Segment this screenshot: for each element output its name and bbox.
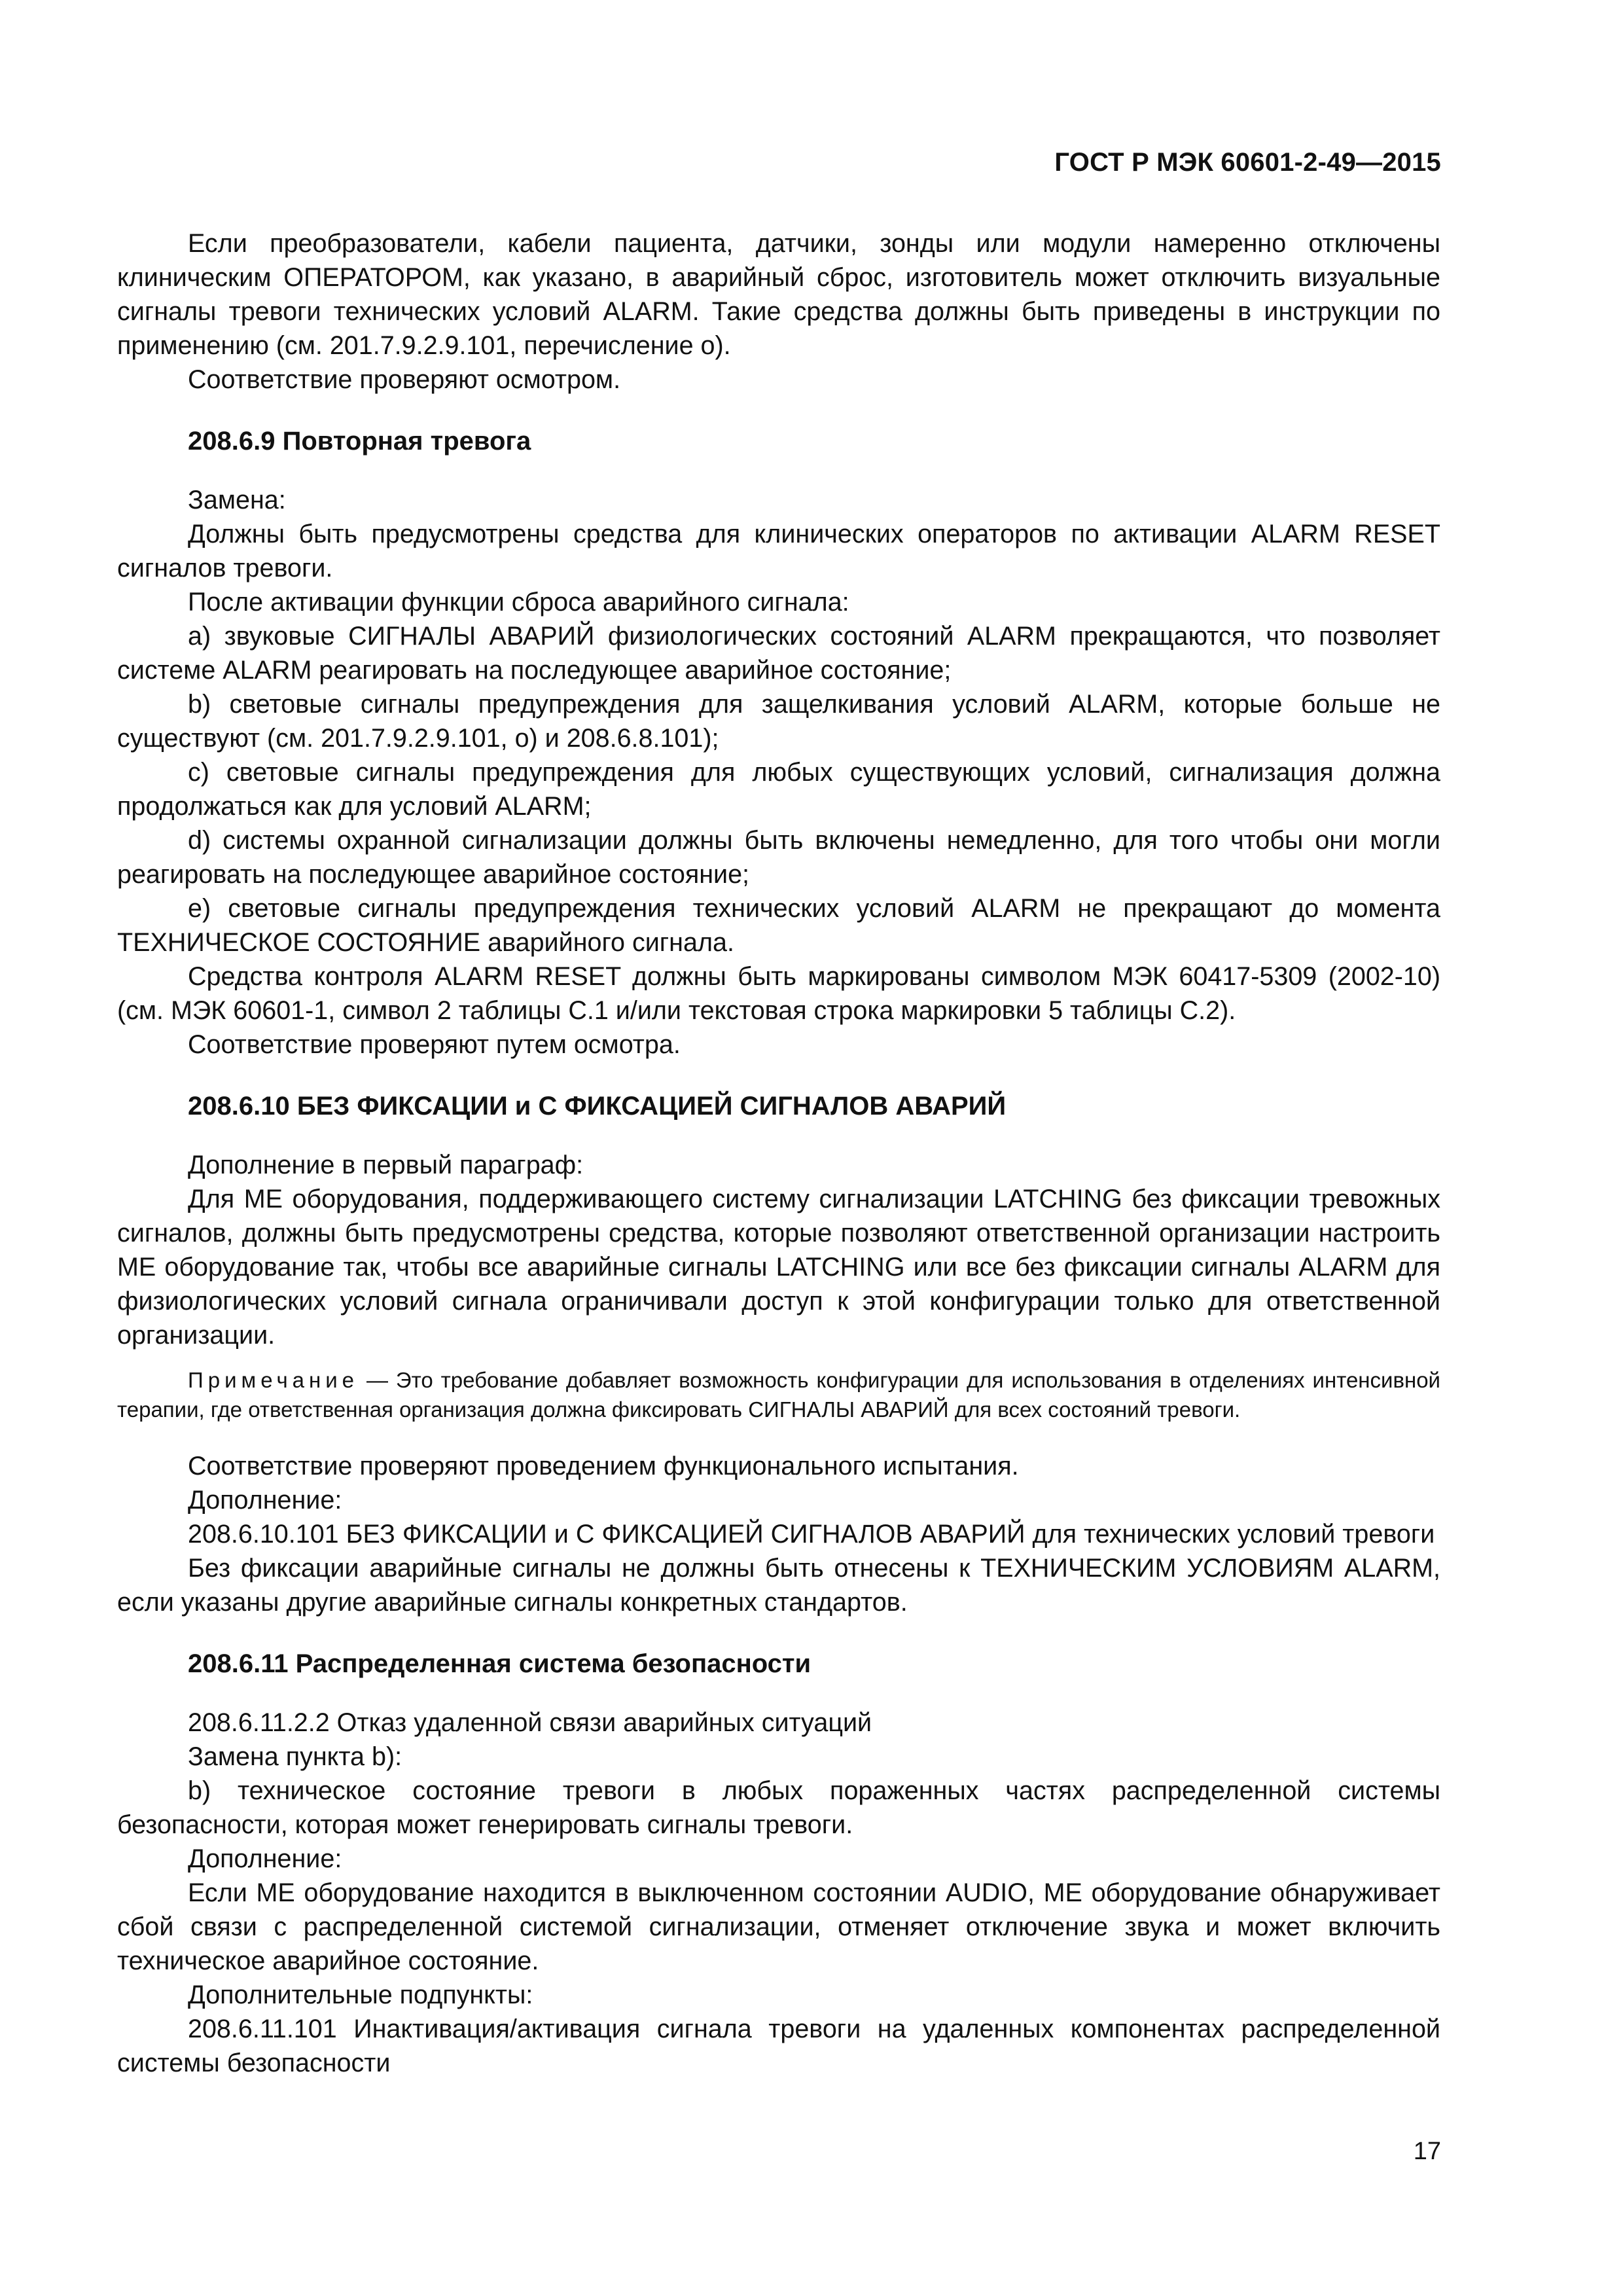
paragraph: Дополнительные подпункты: bbox=[188, 1981, 533, 2009]
list-item: с) световые сигналы предупреждения для любых существующих условий, сигнализация должна продолжаться как для условий ALARM; bbox=[117, 758, 1440, 821]
paragraph: Замена: bbox=[188, 486, 286, 514]
list-item: b) световые сигналы предупреждения для защелкивания условий ALARM, которые больше не существуют (см. 201.7.9.2.9.101, о) и 208.6.8.101); bbox=[117, 690, 1440, 753]
paragraph: Замена пункта b): bbox=[188, 1742, 402, 1771]
paragraph: 208.6.11.2.2 Отказ удаленной связи аварийных ситуаций bbox=[188, 1708, 872, 1737]
paragraph: Для МЕ оборудования, поддерживающего систему сигнализации LATCHING без фиксации тревожных сигналов, должны быть предусмотрены средства, которые позволяют ответственной организации настроить МЕ оборудование так, чтобы все аварийные сигналы LATCHING или все без фиксации сигналы ALARM для физиологических условий сигнала ограничивали доступ к этой конфигурации только для ответственной организации. bbox=[117, 1185, 1440, 1350]
paragraph: Дополнение: bbox=[188, 1844, 342, 1873]
paragraph: Соответствие проверяют путем осмотра. bbox=[188, 1030, 681, 1059]
paragraph: Средства контроля ALARM RESET должны быть маркированы символом МЭК 60417-5309 (2002-10) (см. МЭК 60601-1, символ 2 таблицы С.1 и/или текстовая строка маркировки 5 таблицы С.2). bbox=[117, 962, 1440, 1025]
document-code-header: ГОСТ Р МЭК 60601-2-49—2015 bbox=[1054, 148, 1441, 177]
list-item: d) системы охранной сигнализации должны быть включены немедленно, для того чтобы они могли реагировать на последующее аварийное состояние; bbox=[117, 826, 1440, 889]
paragraph: Дополнение: bbox=[188, 1486, 342, 1515]
list-item: е) световые сигналы предупреждения технических условий ALARM не прекращают до момента ТЕХНИЧЕСКОЕ СОСТОЯНИЕ аварийного сигнала. bbox=[117, 894, 1440, 957]
paragraph: b) техническое состояние тревоги в любых пораженных частях распределенной системы безопасности, которая может генерировать сигналы тревоги. bbox=[117, 1776, 1440, 1839]
paragraph: Без фиксации аварийные сигналы не должны быть отнесены к ТЕХНИЧЕСКИМ УСЛОВИЯМ ALARM, если указаны другие аварийные сигналы конкретных стандартов. bbox=[117, 1554, 1440, 1617]
intro-compliance: Соответствие проверяют осмотром. bbox=[188, 365, 621, 394]
note-label: Примечание bbox=[188, 1368, 359, 1392]
section-heading-distributed-system: 208.6.11 Распределенная система безопасности bbox=[188, 1649, 812, 1678]
paragraph: Если МЕ оборудование находится в выключенном состоянии AUDIO, МЕ оборудование обнаруживает сбой связи с распределенной системой сигнализации, отменяет отключение звука и может включить техническое аварийное состояние. bbox=[117, 1878, 1440, 1975]
note bbox=[117, 1365, 1440, 1424]
paragraph: Дополнение в первый параграф: bbox=[188, 1151, 584, 1179]
paragraph: 208.6.10.101 БЕЗ ФИКСАЦИИ и С ФИКСАЦИЕЙ СИГНАЛОВ АВАРИЙ для технических условий тревоги bbox=[188, 1520, 1435, 1549]
paragraph: Должны быть предусмотрены средства для клинических операторов по активации ALARM RESET сигналов тревоги. bbox=[117, 520, 1440, 583]
section-heading-latching: 208.6.10 БЕЗ ФИКСАЦИИ и С ФИКСАЦИЕЙ СИГНАЛОВ АВАРИЙ bbox=[188, 1092, 1007, 1121]
page-number: 17 bbox=[1413, 2138, 1441, 2165]
paragraph: 208.6.11.101 Инактивация/активация сигнала тревоги на удаленных компонентах распределенной системы безопасности bbox=[117, 2015, 1440, 2077]
list-item: а) звуковые СИГНАЛЫ АВАРИЙ физиологических состояний ALARM прекращаются, что позволяет системе ALARM реагировать на последующее аварийное состояние; bbox=[117, 622, 1440, 685]
note-text: — Это требование добавляет возможность конфигурации для использования в отделениях интенсивной терапии, где ответственная организация должна фиксировать СИГНАЛЫ АВАРИЙ для всех состояний тревоги. bbox=[117, 1368, 1440, 1422]
intro-paragraph: Если преобразователи, кабели пациента, датчики, зонды или модули намеренно отключены клиническим ОПЕРАТОРОМ, как указано, в аварийный сброс, изготовитель может отключить визуальные сигналы тревоги технических условий ALARM. Такие средства должны быть приведены в инструкции по применению (см. 201.7.9.2.9.101, перечисление о). bbox=[117, 229, 1440, 360]
section-heading-repeat-alarm: 208.6.9 Повторная тревога bbox=[188, 427, 531, 456]
paragraph: После активации функции сброса аварийного сигнала: bbox=[188, 588, 849, 617]
page-body bbox=[117, 226, 1440, 2080]
paragraph: Соответствие проверяют проведением функционального испытания. bbox=[188, 1452, 1019, 1480]
